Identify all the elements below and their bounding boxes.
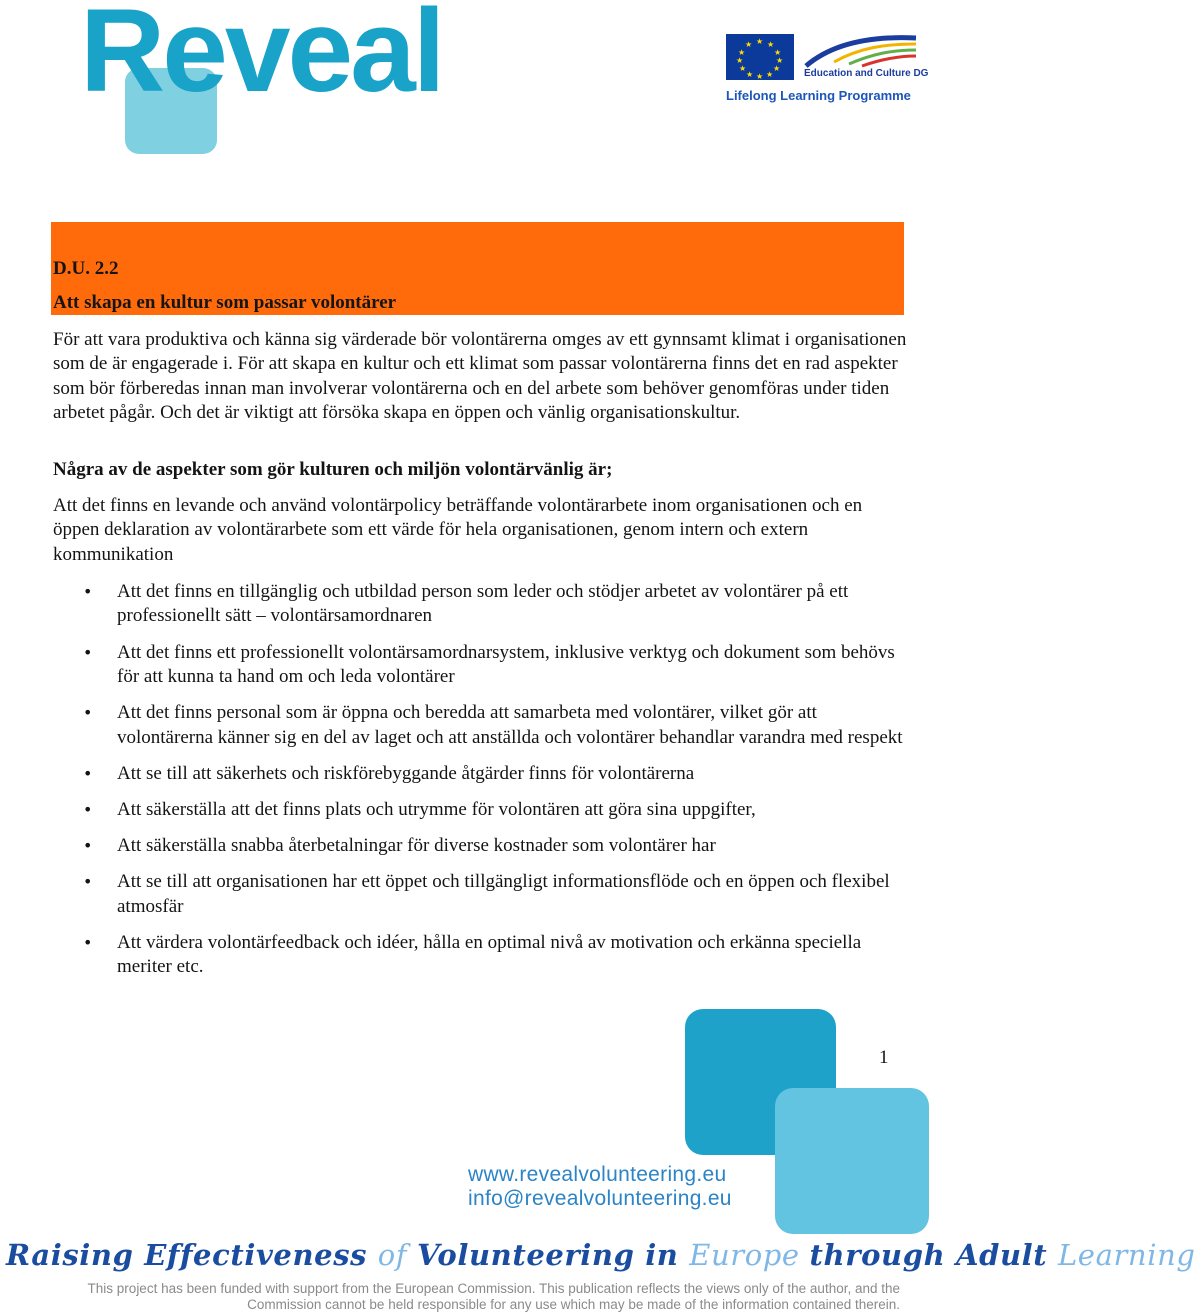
list-item: • Att se till att organisationen har ett öppet och tillgängligt informationsflöde och en öppen och flexibel atmosfär: [83, 871, 890, 917]
list-item: • Att det finns ett professionellt volontärsamordnarsystem, inklusive verktyg och dokument som behövs för att kunna ta hand om och leda volontärer: [83, 641, 895, 688]
list-item: • Att det finns en tillgänglig och utbildad person som leder och stödjer arbetet av volontärer på ett professionellt sätt – volontärsamordnaren: [83, 581, 849, 627]
education-culture-dg-label: Education and Culture DG: [804, 68, 929, 79]
policy-paragraph: Att det finns en levande och använd volontärpolicy beträffande volontärarbete inom organisationen och en öppen deklaration av volontärarbete som ett värde för hela organisationen, genom intern och extern kommunikation: [53, 495, 863, 565]
bullet-dot-icon: •: [83, 800, 93, 820]
website-link[interactable]: www.revealvolunteering.eu: [468, 1163, 727, 1186]
list-item: • Att värdera volontärfeedback och idéer, hålla en optimal nivå av motivation och erkänna speciella meriter etc.: [83, 932, 862, 978]
education-culture-swoosh-icon: [804, 32, 920, 72]
reveal-logo-text: Reveal: [80, 0, 443, 117]
list-item: • Att det finns personal som är öppna och beredda att samarbeta med volontärer, vilket gör att volontärerna känner sig en del av laget och att anställda och volontärer behandlar varandra med respekt: [83, 702, 903, 748]
email-link[interactable]: info@revealvolunteering.eu: [468, 1187, 732, 1210]
aspects-list: [53, 580, 908, 992]
project-tagline: Raising Effectiveness of Volunteering in Europe through Adult Learning: [6, 1238, 1196, 1272]
intro-paragraph: För att vara produktiva och känna sig värderade bör volontärerna omges av ett gynnsamt klimat i organisationen som de är engagerade i. För att skapa en kultur och ett klimat som passar volontärerna finns det en rad aspekter som bör förberedas innan man involverar volontärerna och en del arbete som behöver genomföras under tiden arbetet pågår. Och det är viktigt att försöka skapa en öppen och vänlig organisationskultur.: [53, 329, 907, 424]
bullet-dot-icon: •: [83, 933, 93, 953]
bullet-dot-icon: •: [83, 703, 93, 723]
bullet-dot-icon: •: [83, 582, 93, 601]
aspects-subheading: Några av de aspekter som gör kulturen och miljön volontärvänlig är;: [53, 459, 613, 480]
footer-contact: [468, 1163, 732, 1211]
lifelong-learning-programme-label: Lifelong Learning Programme: [726, 88, 911, 103]
eu-lifelong-learning-logo: [724, 28, 929, 110]
document-title: Att skapa en kultur som passar volontärer: [53, 292, 397, 313]
reveal-logo: [80, 0, 450, 151]
bullet-dot-icon: •: [83, 836, 93, 856]
document-id: D.U. 2.2: [53, 258, 119, 279]
footer-square-light: [775, 1088, 929, 1234]
bullet-dot-icon: •: [83, 872, 93, 892]
bullet-dot-icon: •: [83, 642, 93, 662]
eu-flag-icon: ★ ★ ★ ★ ★ ★ ★ ★ ★ ★ ★ ★: [726, 34, 794, 80]
list-item: • Att säkerställa att det finns plats och utrymme för volontären att göra sina uppgifter,: [53, 798, 908, 822]
funding-disclaimer: This project has been funded with support from the European Commission. This publication reflects the views only of the author, and the Commission cannot be held responsible for any use which may be made of the information contained therein.: [87, 1281, 900, 1312]
list-item: • Att se till att säkerhets och riskförebyggande åtgärder finns för volontärerna: [53, 762, 908, 786]
list-item: • Att säkerställa snabba återbetalningar för diverse kostnader som volontärer har: [53, 834, 908, 858]
bullet-dot-icon: •: [83, 763, 93, 783]
page-number: 1: [879, 1047, 889, 1068]
